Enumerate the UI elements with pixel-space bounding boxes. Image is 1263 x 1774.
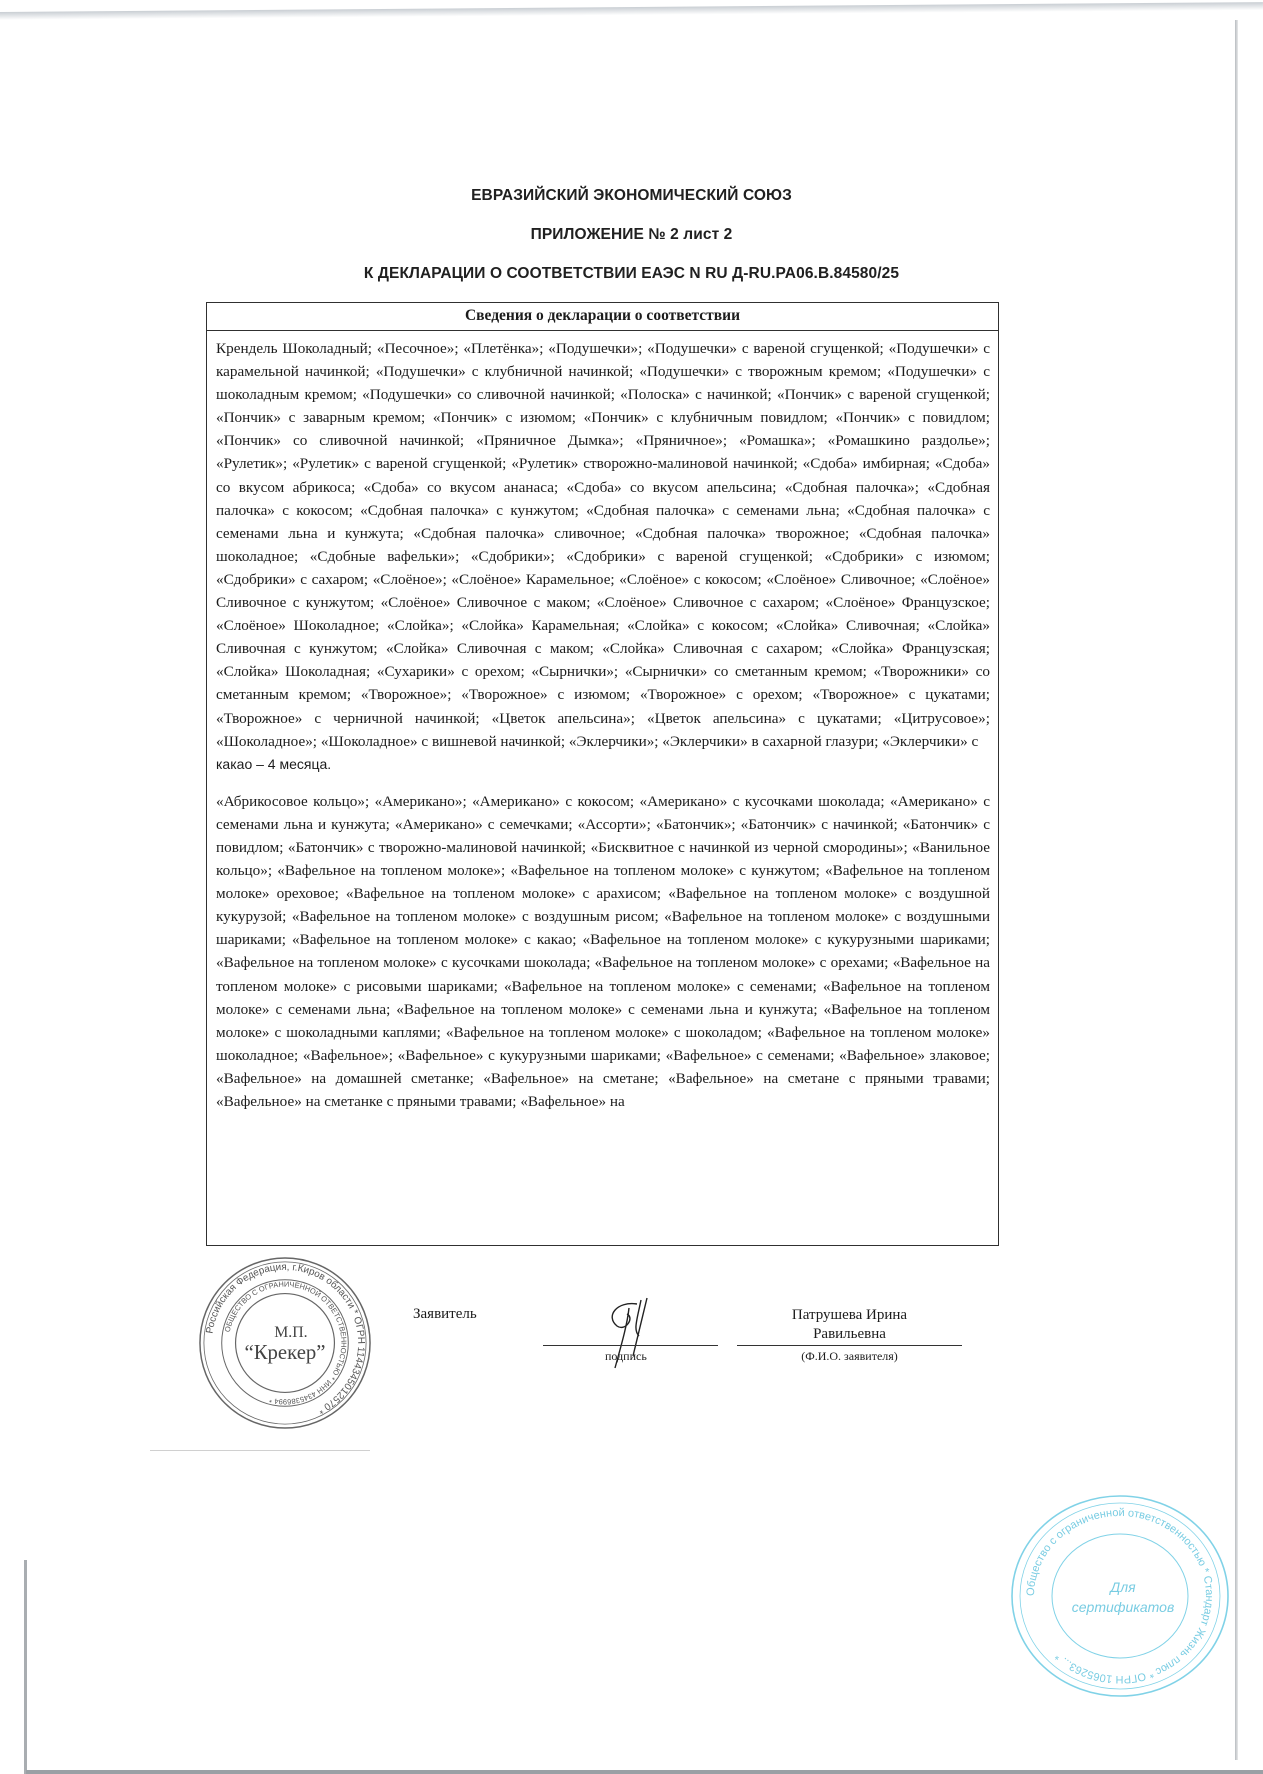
svg-text:Для: Для	[1110, 1579, 1136, 1595]
certification-stamp	[1005, 1488, 1235, 1703]
applicant-name-line-2: Равильевна	[813, 1326, 886, 1342]
appendix-title: ПРИЛОЖЕНИЕ № 2 лист 2	[530, 226, 733, 243]
box-body	[207, 331, 998, 1113]
svg-text:Общество с ограниченной ответс: Общество с ограниченной ответственностью * Стандарт Жизнь плюс * ОГРН 1065263... *	[1024, 1506, 1216, 1686]
svg-text:сертификатов: сертификатов	[1071, 1599, 1175, 1615]
signature-caption: подпись	[605, 1349, 647, 1363]
applicant-name-caption: (Ф.И.О. заявителя)	[801, 1349, 898, 1363]
applicant-name-line-1: Патрушева Ирина	[791, 1307, 908, 1323]
svg-text:М.П.: М.П.	[274, 1324, 308, 1342]
svg-text:ОБЩЕСТВО С ОГРАНИЧЕННОЙ ОТВЕТС: ОБЩЕСТВО С ОГРАНИЧЕННОЙ ОТВЕТСТВЕННОСТЬЮ * ИНН 4345386994 *	[222, 1279, 349, 1407]
scan-page-edge-bottom	[26, 1770, 1263, 1774]
shelf-life-text: какао – 4 месяца.	[216, 755, 332, 772]
scan-page-edge-top	[0, 2, 1263, 20]
applicant-label: Заявитель	[413, 1306, 477, 1322]
scan-artifact-line	[150, 1450, 370, 1451]
box-title: Сведения о декларации о соответствии	[207, 303, 998, 331]
union-title: ЕВРАЗИЙСКИЙ ЭКОНОМИЧЕСКИЙ СОЮЗ	[471, 187, 792, 204]
declaration-info-box	[206, 302, 999, 1246]
svg-text:“Крекер”: “Крекер”	[244, 1341, 326, 1364]
declaration-number: К ДЕКЛАРАЦИИ О СООТВЕТСТВИИ ЕАЭС N RU Д-RU.PA06.B.84580/25	[363, 265, 900, 282]
signature-line	[543, 1345, 718, 1346]
svg-text:Российская Федерация, г.Киров: Российская Федерация, г.Киров области * ОГРН 1144345012570 *	[204, 1261, 367, 1416]
name-line	[737, 1345, 962, 1346]
product-list-paragraph-2: «Абрикосовое кольцо»; «Американо»; «Американо» с кокосом; «Американо» с кусочками шоколада; «Американо» с семенами льна и кунжута; «Американо» с семечками; «Ассорти»; «Батончик»; «Батончик» с начинкой; «Батончик» с повидлом; «Батончик» с творожно-малиновой начинкой; «Бисквитное с начинкой из черной смородины»; «Ванильное кольцо»; «Вафельное на топленом молоке»; «Вафельное на топленом молоке» с кунжутом; «Вафельное на топленом молоке» ореховое; «Вафельное на топленом молоке» с арахисом; «Вафельное на топленом молоке» с воздушной кукурузой; «Вафельное на топленом молоке» с воздушным рисом; «Вафельное на топленом молоке» с воздушными шариками; «Вафельное на топленом молоке» с какао; «Вафельное на топленом молоке» с кукурузными шариками; «Вафельное на топленом молоке» с кусочками шоколада; «Вафельное на топленом молоке» с орехами; «Вафельное на топленом молоке» с рисовыми шариками; «Вафельное на топленом молоке» с семенами; «Вафельное на топленом молоке» с семенами льна; «Вафельное на топленом молоке» с семенами льна и кунжута; «Вафельное на топленом молоке» с шоколадными каплями; «Вафельное на топленом молоке» с шоколадом; «Вафельное на топленом молоке» шоколадное; «Вафельное»; «Вафельное» с кукурузными шариками; «Вафельное» с семенами; «Вафельное» злаковое; «Вафельное» на домашней сметанке; «Вафельное» на сметане; «Вафельное» на сметане с пряными травами; «Вафельное» на сметанке с пряными травами; «Вафельное» на	[216, 792, 990, 1110]
product-list-paragraph-1	[216, 337, 990, 776]
paragraph-1-text: Крендель Шоколадный; «Песочное»; «Плетёнка»; «Подушечки»; «Подушечки» с вареной сгущенкой; «Подушечки» с карамельной начинкой; «Подушечки» с клубничной начинкой; «Подушечки» с творожным кремом; «Подушечки» с шоколадным кремом; «Подушечки» со сливочной начинкой; «Полоска» с начинкой; «Пончик» с вареной сгущенкой; «Пончик» с заварным кремом; «Пончик» с изюмом; «Пончик» с клубничным повидлом; «Пончик» с повидлом; «Пончик» со сливочной начинкой; «Пряничное Дымка»; «Пряничное»; «Ромашка»; «Ромашкино раздолье»; «Рулетик»; «Рулетик» с вареной сгущенкой; «Рулетик» створожно-малиновой начинкой; «Сдоба» имбирная; «Сдоба» со вкусом абрикоса; «Сдоба» со вкусом ананаса; «Сдоба» со вкусом апельсина; «Сдобная палочка»; «Сдобная палочка» с кокосом; «Сдобная палочка» с кунжутом; «Сдобная палочка» с семенами льна; «Сдобная палочка» с семенами льна и кунжута; «Сдобная палочка» сливочное; «Сдобная палочка» творожное; «Сдобная палочка» шоколадное; «Сдобные вафельки»; «Сдобрики»; «Сдобрики» с вареной сгущенкой; «Сдобрики» с изюмом; «Сдобрики» с сахаром; «Слоёное»; «Слоёное» Карамельное; «Слоёное» с кокосом; «Слоёное» Сливочное; «Слоёное» Сливочное с кунжутом; «Слоёное» Сливочное с маком; «Слоёное» Сливочное с сахаром; «Слоёное» Французское; «Слоёное» Шоколадное; «Слойка»; «Слойка» Карамельная; «Слойка» с кокосом; «Слойка» Сливочная; «Слойка» Сливочная с кунжутом; «Слойка» Сливочная с маком; «Слойка» Сливочная с сахаром; «Слойка» Французская; «Слойка» Шоколадная; «Сухарики» с орехом; «Сырнички»; «Сырнички» со сметанным кремом; «Творожники» со сметанным кремом; «Творожное»; «Творожное» с изюмом; «Творожное» с орехом; «Творожное» с цукатами; «Творожное» с черничной начинкой; «Цветок апельсина»; «Цветок апельсина» с цукатами; «Цитрусовое»; «Шоколадное»; «Шоколадное» с вишневой начинкой; «Эклерчики»; «Эклерчики» в сахарной глазури; «Эклерчики» с	[216, 340, 990, 750]
scan-page-edge-left	[24, 1560, 27, 1774]
handwritten-signature	[597, 1296, 667, 1376]
company-seal-stamp	[196, 1254, 374, 1432]
